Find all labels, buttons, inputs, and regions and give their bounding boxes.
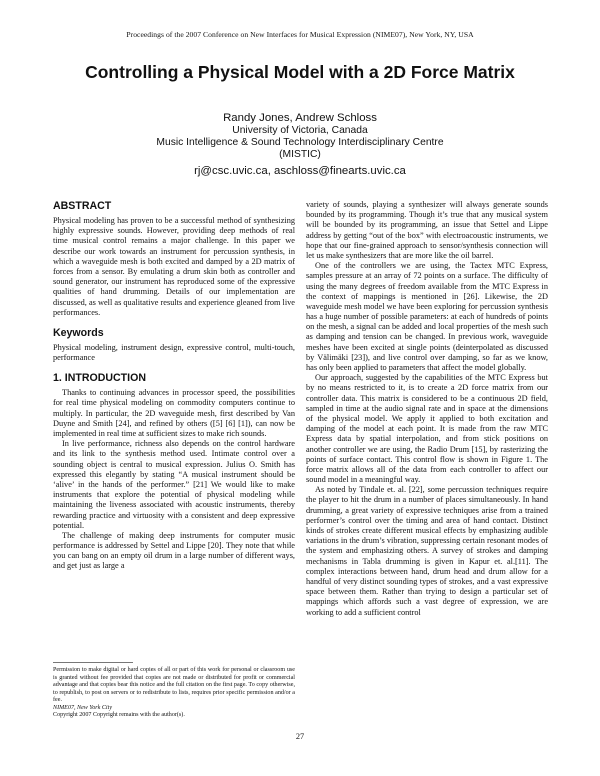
paper-title: Controlling a Physical Model with a 2D Force Matrix (85, 62, 515, 82)
keywords-heading: Keywords (53, 326, 104, 339)
permission-notice: Permission to make digital or hard copies of all or part of this work for personal or classroom use is granted without fee provided that copies are not made or distributed for profit or commercial advantage and that copies bear this notice and the full citation on the first page. To copy otherwise, to republish, to post on servers or to redistribute to lists, requires prior specific permission and/or a fee. (53, 667, 295, 704)
body-paragraph: variety of sounds, playing a synthesizer will always generate sounds bounded by its programming. Though it’s true that any musical system will be bounded by its programming, an issue that Settel and Lippe address by getting “out of the box” with electroacoustic instruments, we hope that our fine-grained approach to sensor/synthesis connection will let us make synthesizers that are more like the oil barrel. (306, 200, 548, 260)
keywords-text: Physical modeling, instrument design, expressive control, multi-touch, performance (53, 342, 295, 363)
abstract-text: Physical modeling has proven to be a successful method of synthesizing highly expressive sounds. However, providing deep methods of real time musical control remains a major challenge. In this paper we describe our work towards an instrument for percussion synthesis, in which a waveguide mesh is both excited and damped by a 2D matrix of forces from a sensor. By emulating a drum skin both as controller and sound generator, our instrument has reproduced some of the expressive qualities of hand drumming. Details of our implementation are discussed, as well as qualitative results and experience gleaned from live performances. (53, 216, 295, 317)
right-column (306, 200, 548, 618)
affiliation-line: Music Intelligence & Sound Technology Interdisciplinary Centre (156, 137, 444, 148)
body-paragraph: As noted by Tindale et. al. [22], some percussion techniques require the player to hit the drum in a number of places simultaneously. In hand drumming, a great variety of expressive techniques arise from a trained performer’s control over the timing and area of hand contact. Distinct kinds of strokes create different musical effects by emphasizing audible variations in the drum’s vibration, suppressing certain resonant modes of the system and emphasizing others. A survey of strokes and damping mechanisms in Tabla drumming is given in Kapur et. al.[11]. The complex interactions between hand, drum head and drum allow for a handful of very distinct sounding types of strokes, and a vast expressive space between them. Rather than trying to design a particular set of mappings which affords such a vast degree of expression, we are working to add a sufficient control (306, 485, 548, 617)
introduction-heading: 1. INTRODUCTION (53, 372, 146, 385)
author-block (0, 112, 600, 177)
author-emails: rj@csc.uvic.ca, aschloss@finearts.uvic.ca (194, 165, 406, 177)
left-column (53, 200, 295, 572)
intro-paragraph: Thanks to continuing advances in processor speed, the possibilities for real time physical modeling on commodity computers continue to multiply. In particular, the 2D waveguide mesh, first described by Van Duyne and Smith [24], and refined by others ([5] [6] [1]), can now be implemented in real time at sufficient sizes to make rich sounds. (53, 388, 295, 438)
body-paragraph: One of the controllers we are using, the Tactex MTC Express, samples pressure at an array of 72 points on a surface. The difficulty of using the many degrees of freedom available from the MTC Express in the context of mappings is mentioned in [26]. Likewise, the 2D waveguide mesh model we have been exploring for percussion synthesis has a huge number of possible parameters: at each of hundreds of points on the mesh, a signal can be added and local properties of the mesh such as damping and tension can be changed. In previous work, waveguide meshes have been excited at single points (deinterpolated as discussed by Välimäki [23]), and live control over damping, so far as we know, has only been applied to parameters that affect the model globally. (306, 261, 548, 372)
affiliation-line: University of Victoria, Canada (232, 125, 368, 136)
author-names: Randy Jones, Andrew Schloss (223, 112, 377, 124)
intro-paragraph: In live performance, richness also depends on the control hardware and its link to the synthesis method used. Intimate control over a sounding object is central to musical expression. Julius O. Smith has expressed this elegantly by stating “A musical instrument should be ‘alive’ in the hands of the performer.” [21] We would like to make instruments that explore the potential of physical modeling while maintaining the liveness associated with acoustic instruments, thereby rewarding practice and virtuosity with a consistent and deep expressive potential. (53, 439, 295, 530)
abstract-heading: ABSTRACT (53, 200, 112, 212)
copyright-footnote (53, 662, 295, 720)
venue-line: NIME07, New York City (53, 704, 113, 711)
proceedings-header: Proceedings of the 2007 Conference on New Interfaces for Musical Expression (NIME07), New York, NY, USA (126, 30, 474, 39)
affiliation-line: (MISTIC) (279, 149, 321, 160)
page-number: 27 (295, 732, 305, 741)
intro-paragraph: The challenge of making deep instruments for computer music performance is addressed by Settel and Lippe [20]. They note that while you can bang on an empty oil drum in a large number of different ways, and get just as large a (53, 530, 295, 571)
footnote-divider (53, 662, 133, 663)
copyright-line: Copyright 2007 Copyright remains with the author(s). (53, 712, 185, 719)
body-paragraph: Our approach, suggested by the capabilities of the MTC Express but by no means restricted to it, is to create a 2D force matrix from our controller data. This matrix is considered to be a continuous 2D field, sampled in time at the audio signal rate and in space at the dimensions of the physical model. We apply it applied to both excitation and damping of the model at each point. It is made from the raw MTC Express data by spatial interpolation, and from stick positions on another controller we are using, the Radio Drum [15], by rasterizing the points of surface contact. This control flow is shown in Figure 1. The force matrix allows all of the data from each controller to affect our sound model in a meaningful way. (306, 373, 548, 485)
